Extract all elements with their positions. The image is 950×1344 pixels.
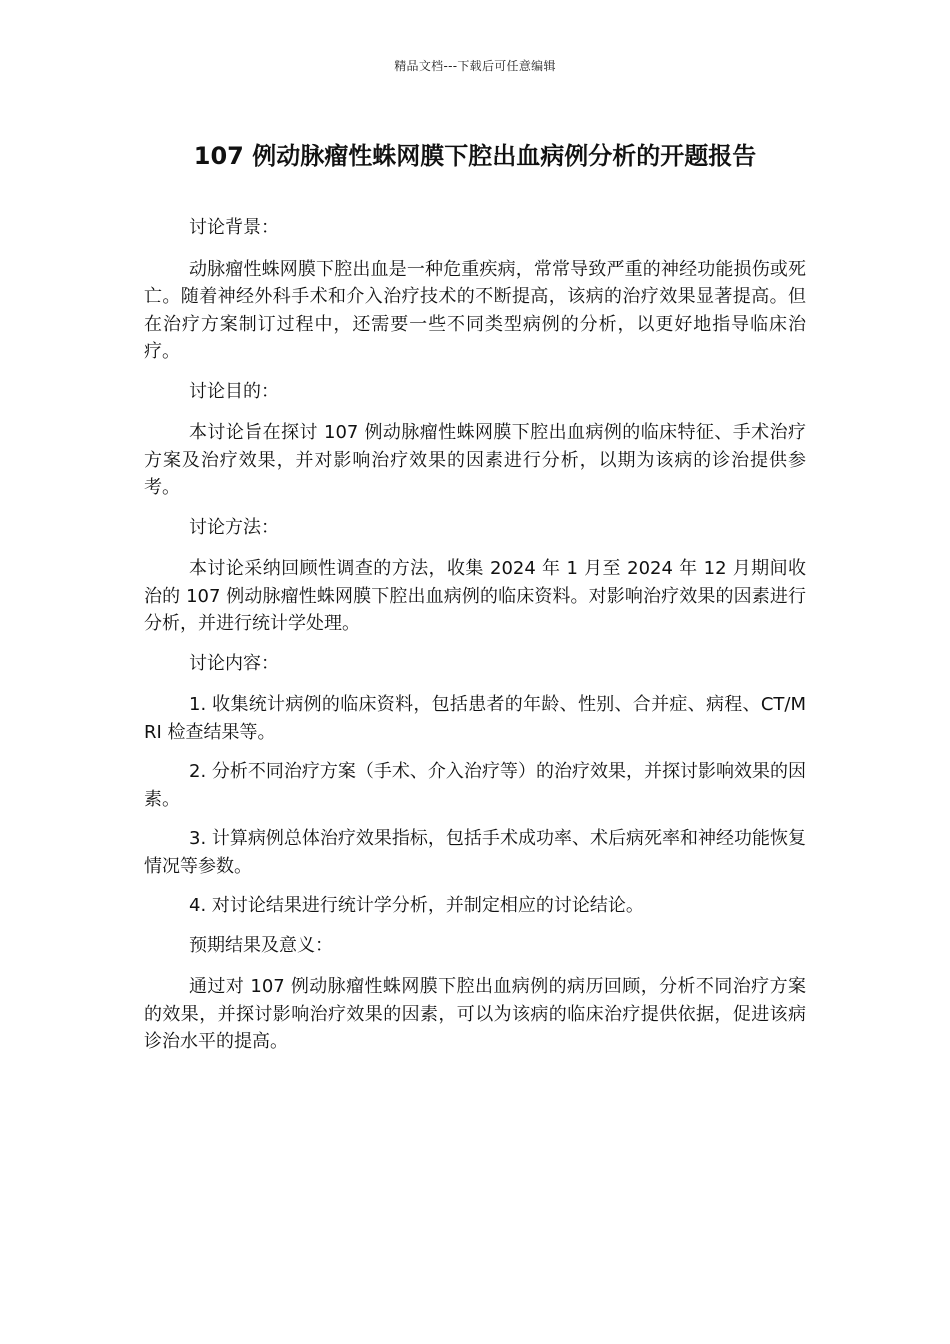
section-heading-background: 讨论背景： <box>189 217 279 238</box>
section-heading-expected: 预期结果及意义： <box>189 934 333 956</box>
page-title: 107 例动脉瘤性蛛网膜下腔出血病例分析的开题报告 <box>193 142 757 170</box>
content-item-2: 2. 分析不同治疗方案（手术、介入治疗等）的治疗效果，并探讨影响效果的因素。 <box>144 761 806 810</box>
content-item-1: 1. 收集统计病例的临床资料，包括患者的年龄、性别、合并症、病程、CT/MRI 检查结果等。 <box>144 694 806 743</box>
document-body <box>144 214 806 1068</box>
paragraph-method: 本讨论采纳回顾性调查的方法，收集 2024 年 1 月至 2024 年 12 月期间收治的 107 例动脉瘤性蛛网膜下腔出血病例的临床资料。对影响治疗效果的因素进行分析，并进行统计学处理。 <box>144 558 806 634</box>
section-heading-content: 讨论内容： <box>189 652 279 674</box>
content-item-4: 4. 对讨论结果进行统计学分析，并制定相应的讨论结论。 <box>189 895 644 916</box>
section-heading-purpose: 讨论目的： <box>189 380 279 402</box>
content-item-3: 3. 计算病例总体治疗效果指标，包括手术成功率、术后病死率和神经功能恢复情况等参数。 <box>144 828 806 877</box>
paragraph-background: 动脉瘤性蛛网膜下腔出血是一种危重疾病，常常导致严重的神经功能损伤或死亡。随着神经外科手术和介入治疗技术的不断提高，该病的治疗效果显著提高。但在治疗方案制订过程中，还需要一些不同类型病例的分析，以更好地指导临床治疗。 <box>144 258 806 362</box>
paragraph-expected: 通过对 107 例动脉瘤性蛛网膜下腔出血病例的病历回顾，分析不同治疗方案的效果，并探讨影响治疗效果的因素，可以为该病的临床治疗提供依据，促进该病诊治水平的提高。 <box>144 976 806 1052</box>
section-heading-method: 讨论方法： <box>189 516 279 538</box>
header-note: 精品文档---下载后可任意编辑 <box>394 59 556 73</box>
paragraph-purpose: 本讨论旨在探讨 107 例动脉瘤性蛛网膜下腔出血病例的临床特征、手术治疗方案及治疗效果，并对影响治疗效果的因素进行分析，以期为该病的诊治提供参考。 <box>144 422 806 498</box>
